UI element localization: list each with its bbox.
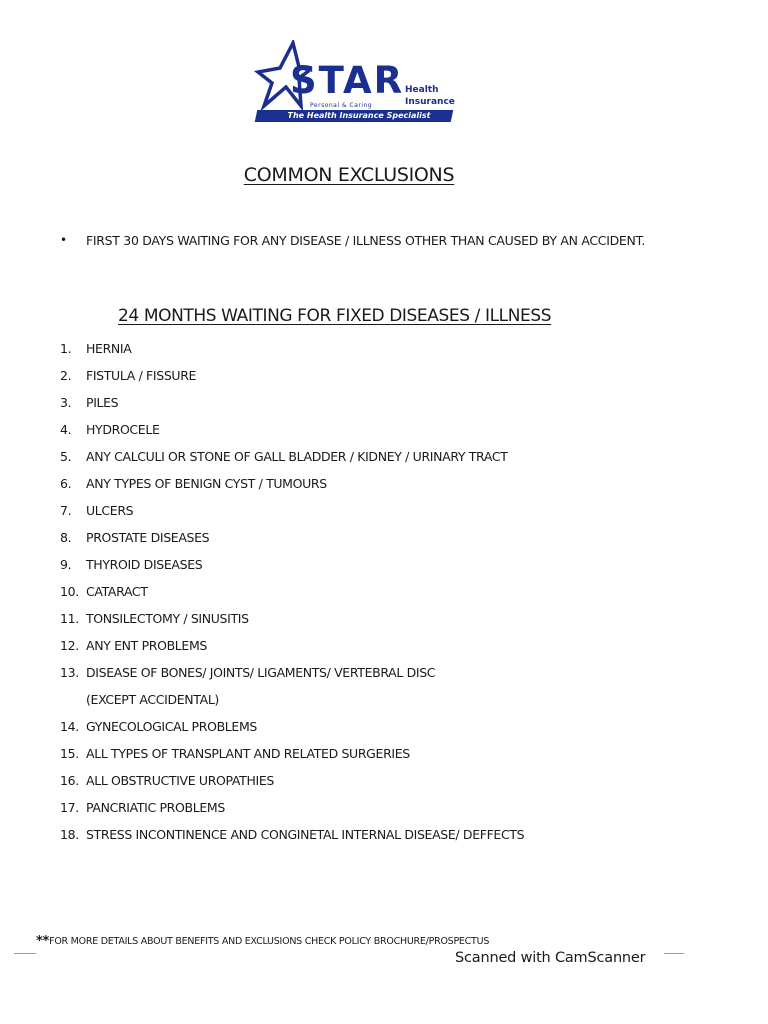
exclusion-text: (EXCEPT ACCIDENTAL): [86, 692, 219, 707]
exclusion-text: STRESS INCONTINENCE AND CONGINETAL INTERNAL DISEASE/ DEFFECTS: [86, 827, 525, 842]
waiting-period-bullet: [60, 231, 680, 250]
exclusion-item: [60, 609, 700, 636]
exclusion-item: [60, 339, 700, 366]
page-title: COMMON EXCLUSIONS: [243, 164, 455, 186]
exclusion-item: [60, 636, 700, 663]
exclusion-number: 18.: [60, 827, 79, 842]
exclusion-text: THYROID DISEASES: [86, 557, 203, 572]
exclusion-item: [60, 528, 700, 555]
exclusion-item: [60, 447, 700, 474]
exclusion-text: TONSILECTOMY / SINUSITIS: [86, 611, 249, 626]
exclusion-item: [60, 393, 700, 420]
exclusion-item: [60, 663, 700, 690]
exclusion-text: HERNIA: [86, 341, 132, 356]
exclusion-number: 7.: [60, 503, 72, 518]
logo-tagline: Personal & Caring: [310, 102, 373, 109]
logo-side-text: [405, 84, 455, 108]
scan-edge-mark-right: [664, 953, 684, 954]
exclusion-number: 4.: [60, 422, 72, 437]
exclusion-item: [60, 555, 700, 582]
exclusion-list: [60, 339, 700, 852]
exclusion-number: 9.: [60, 557, 72, 572]
logo-side-line1: Health: [405, 85, 439, 95]
exclusion-number: 8.: [60, 530, 72, 545]
exclusion-text: PROSTATE DISEASES: [86, 530, 210, 545]
bullet-icon: •: [60, 233, 67, 247]
footnote: [36, 934, 489, 949]
exclusion-number: 5.: [60, 449, 72, 464]
logo-side-line2: Insurance: [405, 97, 455, 107]
section-heading: 24 MONTHS WAITING FOR FIXED DISEASES / ILLNESS: [118, 306, 552, 326]
exclusion-number: 15.: [60, 746, 79, 761]
exclusion-number: 14.: [60, 719, 79, 734]
exclusion-text: FISTULA / FISSURE: [86, 368, 197, 383]
exclusion-number: 10.: [60, 584, 79, 599]
footnote-text: FOR MORE DETAILS ABOUT BENEFITS AND EXCLUSIONS CHECK POLICY BROCHURE/PROSPECTUS: [49, 936, 490, 947]
exclusion-item: [60, 690, 700, 717]
exclusion-number: 6.: [60, 476, 72, 491]
exclusion-text: ALL OBSTRUCTIVE UROPATHIES: [86, 773, 274, 788]
exclusion-item: [60, 771, 700, 798]
exclusion-text: ANY TYPES OF BENIGN CYST / TUMOURS: [86, 476, 327, 491]
exclusion-number: 17.: [60, 800, 79, 815]
logo-wordmark: STAR: [290, 59, 405, 102]
exclusion-number: 13.: [60, 665, 79, 680]
exclusion-number: 1.: [60, 341, 72, 356]
logo-banner-text: The Health Insurance Specialist: [287, 111, 431, 120]
exclusion-text: DISEASE OF BONES/ JOINTS/ LIGAMENTS/ VERTEBRAL DISC: [86, 665, 436, 680]
exclusion-item: [60, 366, 700, 393]
exclusion-text: GYNECOLOGICAL PROBLEMS: [86, 719, 257, 734]
exclusion-item: [60, 474, 700, 501]
exclusion-item: [60, 717, 700, 744]
exclusion-item: [60, 798, 700, 825]
exclusion-text: ANY ENT PROBLEMS: [86, 638, 207, 653]
exclusion-text: CATARACT: [86, 584, 148, 599]
scanner-watermark: Scanned with CamScanner: [455, 950, 646, 966]
exclusion-item: [60, 744, 700, 771]
footnote-stars: **: [36, 934, 50, 949]
exclusion-item: [60, 582, 700, 609]
exclusion-text: PANCRIATIC PROBLEMS: [86, 800, 225, 815]
exclusion-number: 11.: [60, 611, 79, 626]
exclusion-text: ALL TYPES OF TRANSPLANT AND RELATED SURGERIES: [86, 746, 410, 761]
star-health-logo: [250, 40, 460, 130]
exclusion-item: [60, 501, 700, 528]
bullet-text: FIRST 30 DAYS WAITING FOR ANY DISEASE / ILLNESS OTHER THAN CAUSED BY AN ACCIDENT.: [86, 233, 646, 248]
exclusion-number: 12.: [60, 638, 79, 653]
exclusion-item: [60, 420, 700, 447]
exclusion-text: ULCERS: [86, 503, 134, 518]
exclusion-text: ANY CALCULI OR STONE OF GALL BLADDER / KIDNEY / URINARY TRACT: [86, 449, 508, 464]
exclusion-text: HYDROCELE: [86, 422, 160, 437]
exclusion-number: 16.: [60, 773, 79, 788]
exclusion-item: [60, 825, 700, 852]
exclusion-number: 2.: [60, 368, 72, 383]
exclusion-text: PILES: [86, 395, 119, 410]
exclusion-number: 3.: [60, 395, 72, 410]
scan-edge-mark-left: [14, 953, 36, 954]
